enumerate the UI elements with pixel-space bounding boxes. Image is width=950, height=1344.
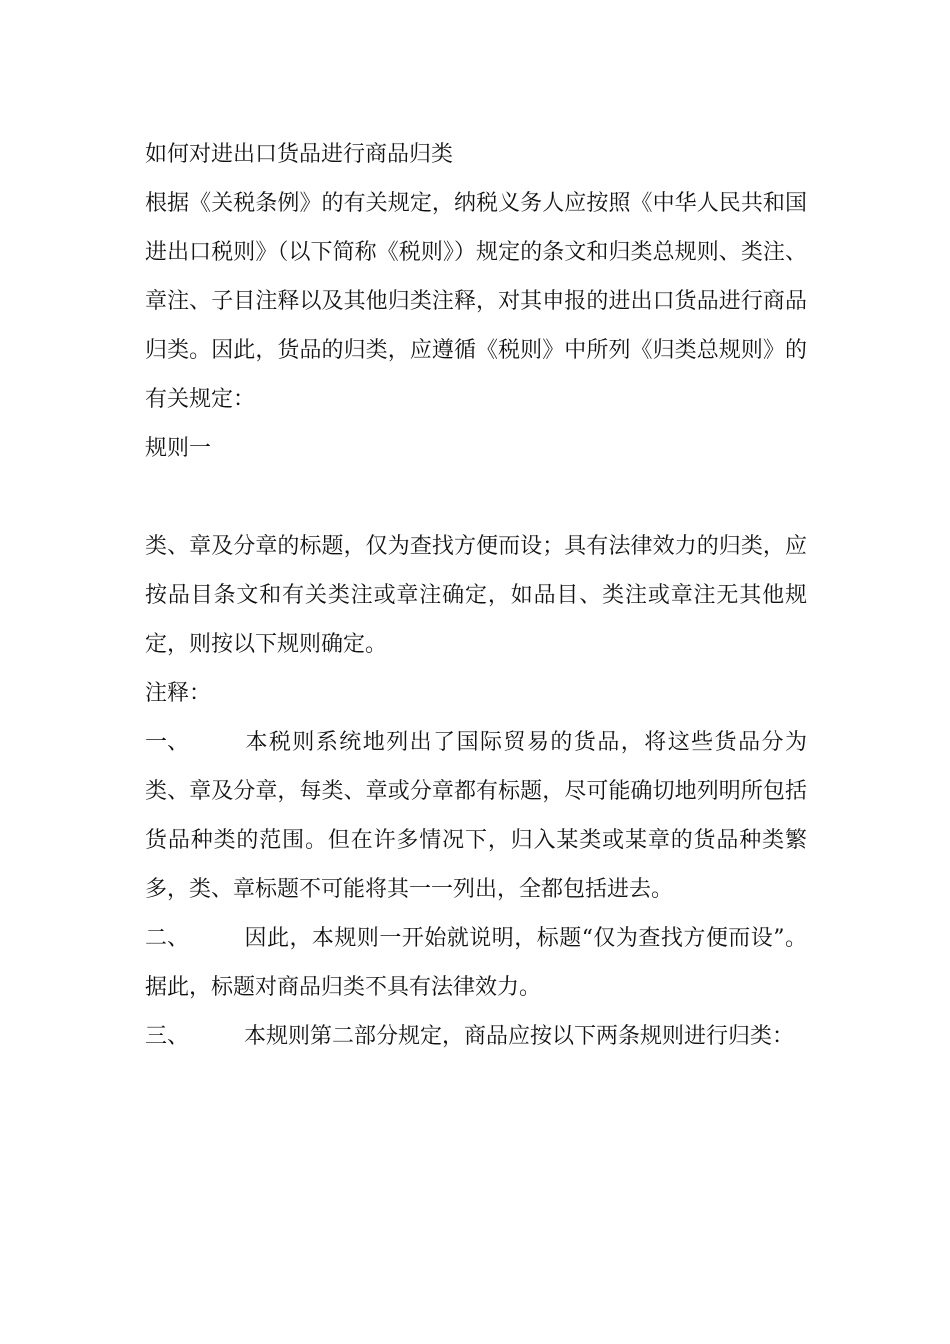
note-marker: 三、 <box>145 1024 190 1049</box>
blank-line <box>145 473 807 522</box>
note-text: 本税则系统地列出了国际贸易的货品，将这些货品分为类、章及分章，每类、章或分章都有标题，尽可能确切地列明所包括货品种类的范围。但在许多情况下，归入某类或某章的货品种类繁多，类、章标题不可能将其一一列出，全都包括进去。 <box>145 730 807 902</box>
rule-heading: 规则一 <box>145 436 212 461</box>
note-marker: 二、 <box>145 926 190 951</box>
note-marker: 一、 <box>145 730 190 755</box>
note-item <box>145 914 807 1012</box>
note-item <box>145 718 807 914</box>
rule-paragraph: 类、章及分章的标题，仅为查找方便而设；具有法律效力的归类，应按品目条文和有关类注或章注确定，如品目、类注或章注无其他规定，则按以下规则确定。 <box>145 534 807 657</box>
notes-heading: 注释： <box>145 681 212 706</box>
note-text: 因此，本规则一开始就说明，标题“仅为查找方便而设”。据此，标题对商品归类不具有法律效力。 <box>145 926 807 1000</box>
note-text: 本规则第二部分规定，商品应按以下两条规则进行归类： <box>244 1024 795 1049</box>
intro-paragraph: 根据《关税条例》的有关规定，纳税义务人应按照《中华人民共和国进出口税则》（以下简称《税则》）规定的条文和归类总规则、类注、章注、子目注释以及其他归类注释，对其申报的进出口货品进行商品归类。因此，货品的归类，应遵循《税则》中所列《归类总规则》的有关规定： <box>145 191 807 412</box>
document-title: 如何对进出口货品进行商品归类 <box>145 142 454 167</box>
note-item <box>145 1012 807 1061</box>
document-body <box>145 130 807 1061</box>
